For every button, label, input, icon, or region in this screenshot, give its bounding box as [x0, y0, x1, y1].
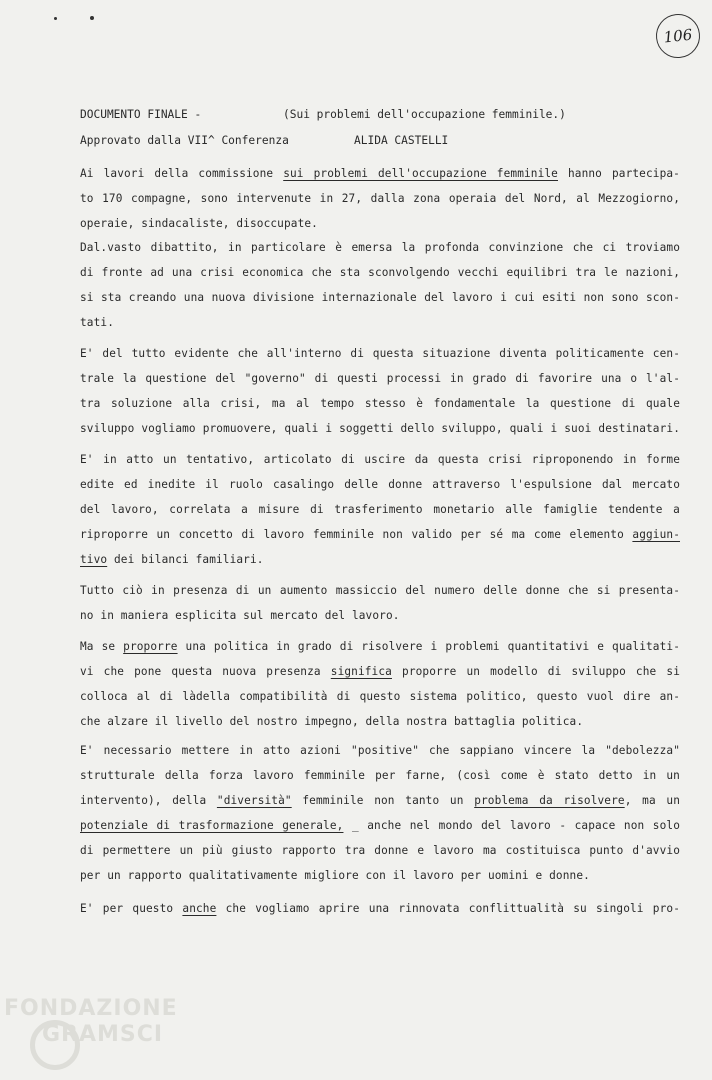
- speck-mark: [90, 16, 94, 20]
- underlined-phrase: potenziale di trasformazione generale,: [80, 819, 344, 832]
- text-segment: del lavoro, correlata a misure di trasferimento monetario alle famiglie tendente a: [80, 503, 680, 516]
- text-segment: trale la questione del "governo" di questi processi in grado di favorire una o l'al-: [80, 372, 680, 385]
- text-segment: per un rapporto qualitativamente migliore con il lavoro per uomini e donne.: [80, 869, 590, 882]
- text-line: [80, 634, 680, 659]
- paragraph: [80, 161, 680, 236]
- underlined-phrase: anche: [182, 902, 217, 915]
- underlined-phrase: aggiun-: [632, 528, 680, 541]
- text-segment: tati.: [80, 316, 114, 329]
- text-line: [80, 863, 680, 888]
- text-segment: E' in atto un tentativo, articolato di uscire da questa crisi riproponendo in forme: [80, 453, 680, 466]
- paragraph: [80, 896, 680, 921]
- text-segment: hanno partecipa-: [557, 167, 680, 180]
- text-segment: si sta creando una nuova divisione internazionale del lavoro i cui esiti non sono scon-: [80, 291, 680, 304]
- paragraph: [80, 634, 680, 734]
- text-line: [80, 497, 680, 522]
- text-segment: Dal.vasto dibattito, in particolare è emersa la profonda convinzione che ci troviamo: [80, 241, 680, 254]
- text-segment: una politica in grado di risolvere i problemi quantitativi e qualitati-: [177, 640, 681, 653]
- text-segment: vi che pone questa nuova presenza: [80, 665, 331, 678]
- text-segment: intervento), della: [80, 794, 217, 807]
- text-line: [80, 763, 680, 788]
- text-segment: che alzare il livello del nostro impegno, della nostra battaglia politica.: [80, 715, 584, 728]
- text-segment: Ma se: [80, 640, 124, 653]
- text-segment: E' per questo: [80, 902, 183, 915]
- text-line: [80, 391, 680, 416]
- underlined-phrase: significa: [330, 665, 392, 678]
- text-line: [80, 896, 680, 921]
- text-segment: E' del tutto evidente che all'interno di questa situazione diventa politicamente cen-: [80, 347, 680, 360]
- text-segment: dei bilanci familiari.: [107, 553, 264, 566]
- document-title: DOCUMENTO FINALE -: [80, 108, 202, 121]
- text-line: [80, 603, 680, 628]
- text-segment: proporre un modello di sviluppo che si: [391, 665, 680, 678]
- text-line: [80, 211, 680, 236]
- paragraph: [80, 235, 680, 335]
- text-segment: sviluppo vogliamo promuovere, quali i soggetti dello sviluppo, quali i suoi destinatari.: [80, 422, 680, 435]
- text-segment: riproporre un concetto di lavoro femminile non valido per sé ma come elemento: [80, 528, 633, 541]
- text-line: [80, 447, 680, 472]
- paragraph: [80, 578, 680, 628]
- text-line: [80, 186, 680, 211]
- text-line: [80, 416, 680, 441]
- paragraph: [80, 738, 680, 888]
- text-line: [80, 709, 680, 734]
- text-segment: strutturale della forza lavoro femminile per farne, (così come è stato detto in un: [80, 769, 680, 782]
- text-line: [80, 547, 680, 572]
- approval-note: Approvato dalla VII^ Conferenza: [80, 134, 289, 147]
- underlined-phrase: sui problemi dell'occupazione femminile: [283, 167, 558, 180]
- text-line: [80, 260, 680, 285]
- text-line: [80, 285, 680, 310]
- text-line: [80, 659, 680, 684]
- text-segment: operaie, sindacaliste, disoccupate.: [80, 217, 318, 230]
- text-line: [80, 788, 680, 813]
- speck-mark: [54, 17, 57, 20]
- text-segment: , ma un: [624, 794, 680, 807]
- text-segment: to 170 compagne, sono intervenute in 27, dalla zona operaia del Nord, al Mezzogiorno,: [80, 192, 680, 205]
- document-subtitle: (Sui problemi dell'occupazione femminile.): [283, 108, 566, 121]
- text-line: [80, 522, 680, 547]
- text-line: [80, 684, 680, 709]
- text-segment: femminile non tanto un: [291, 794, 475, 807]
- underlined-phrase: proporre: [123, 640, 178, 653]
- text-line: [80, 738, 680, 763]
- text-segment: no in maniera esplicita sul mercato del lavoro.: [80, 609, 400, 622]
- underlined-phrase: "diversità": [216, 794, 292, 807]
- text-segment: di permettere un più giusto rapporto tra donne e lavoro ma costituisca punto d'avvio: [80, 844, 680, 857]
- text-line: [80, 838, 680, 863]
- text-line: [80, 341, 680, 366]
- text-segment: Ai lavori della commissione: [80, 167, 284, 180]
- text-line: [80, 813, 680, 838]
- text-segment: che vogliamo aprire una rinnovata conflittualità su singoli pro-: [216, 902, 680, 915]
- underlined-phrase: problema da risolvere: [474, 794, 625, 807]
- text-line: [80, 235, 680, 260]
- paragraph: [80, 447, 680, 572]
- text-segment: tra soluzione alla crisi, ma al tempo stesso è fondamentale la questione di quale: [80, 397, 680, 410]
- text-line: [80, 310, 680, 335]
- text-segment: di fronte ad una crisi economica che sta sconvolgendo vecchi equilibri tra le nazioni,: [80, 266, 680, 279]
- text-segment: _ anche nel mondo del lavoro - capace non solo: [343, 819, 680, 832]
- text-segment: Tutto ciò in presenza di un aumento massiccio del numero delle donne che si presenta-: [80, 584, 680, 597]
- text-line: [80, 161, 680, 186]
- text-segment: colloca al di làdella compatibilità di questo sistema politico, questo vuol dire an-: [80, 690, 680, 703]
- text-segment: edite ed inedite il ruolo casalingo delle donne attraverso l'espulsione dal mercato: [80, 478, 680, 491]
- foundation-watermark: FONDAZIONE GRAMSCI: [4, 996, 178, 1047]
- underlined-phrase: tivo: [80, 553, 108, 566]
- paragraph: [80, 341, 680, 441]
- text-line: [80, 366, 680, 391]
- text-line: [80, 472, 680, 497]
- author-name: ALIDA CASTELLI: [354, 134, 449, 147]
- page-number-stamp: 106: [654, 12, 702, 60]
- text-line: [80, 578, 680, 603]
- text-segment: E' necessario mettere in atto azioni "positive" che sappiano vincere la "debolezza": [80, 744, 680, 757]
